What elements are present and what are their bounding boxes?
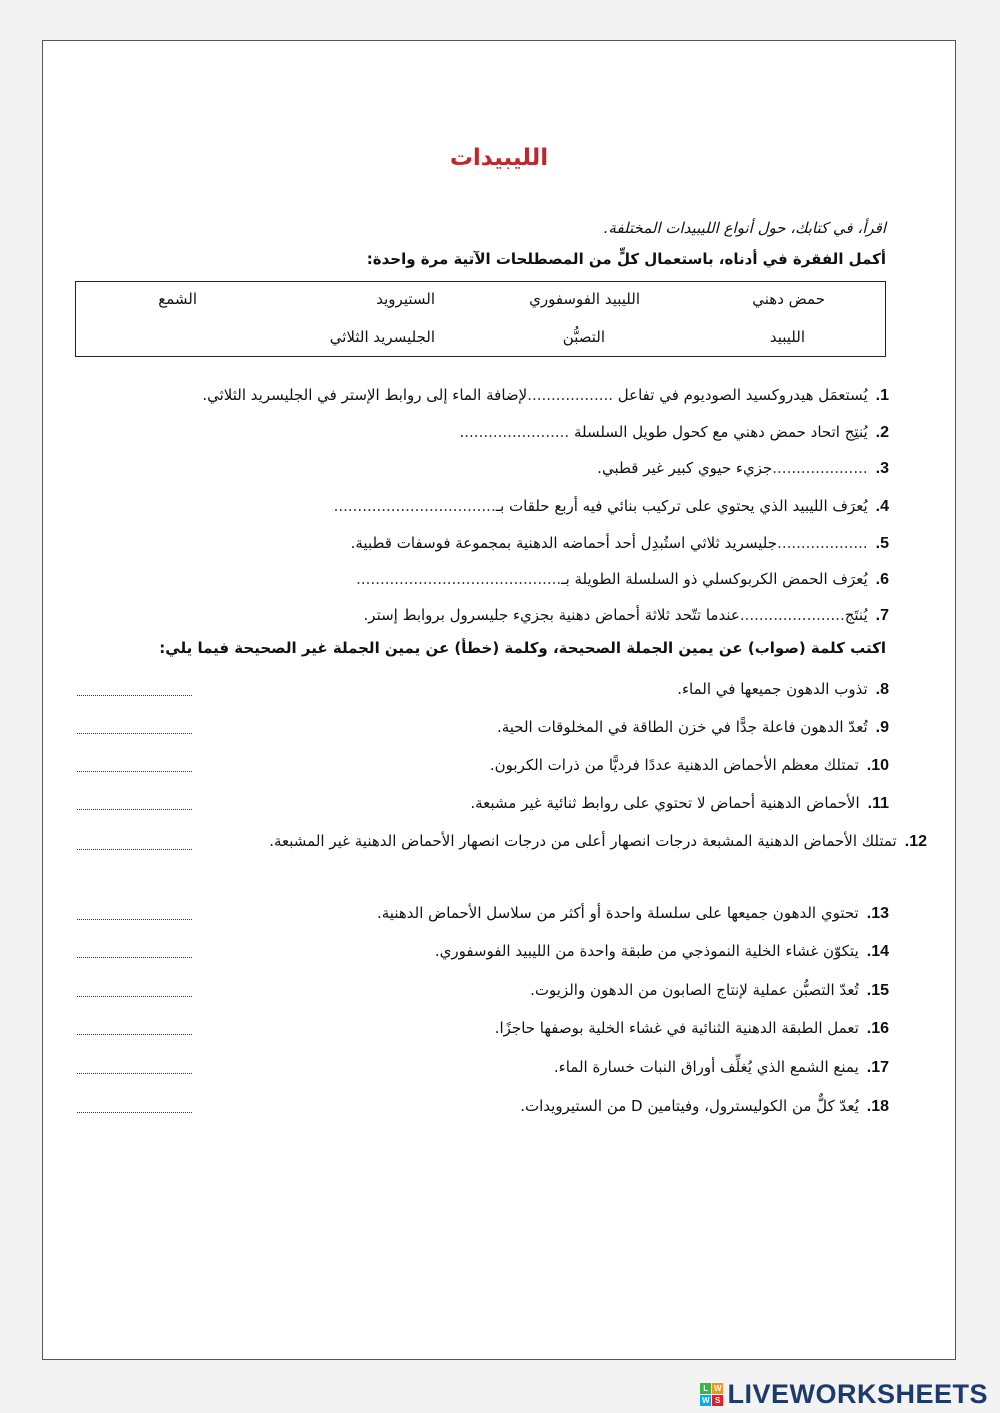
answer-blank[interactable]: ................... xyxy=(777,534,868,552)
term-phospholipid: الليبيد الفوسفوري xyxy=(529,290,640,308)
answer-blank[interactable] xyxy=(77,901,192,920)
terms-box xyxy=(75,281,886,357)
term-steroid: الستيرويد xyxy=(376,290,435,308)
answer-blank[interactable] xyxy=(77,939,192,958)
fill-item-5: 5....................جليسريد ثلاثي استُبدِل أحد أحماضه الدهنية بمجموعة فوسفات قطبية. xyxy=(350,534,889,552)
instruction-text: أكمل الفقرة في أدناه، باستعمال كلٍّ من المصطلحات الآتية مرة واحدة: xyxy=(366,250,886,268)
tf-item-16: 16.تعمل الطبقة الدهنية الثنائية في غشاء الخلية بوصفها حاجزًا. xyxy=(77,1016,889,1041)
term-fatty-acid: حمض دهني xyxy=(752,290,825,308)
answer-blank[interactable]: ...................... xyxy=(464,423,570,441)
fill-item-6: 6.يُعرَف الحمض الكربوكسلي ذو السلسلة الطويلة بـ........................................... xyxy=(356,570,889,588)
tf-item-15: 15.تُعدّ التصبُّن عملية لإنتاج الصابون من الدهون والزيوت. xyxy=(77,978,889,1003)
fill-item-1: 1.يُستعمَل هيدروكسيد الصوديوم في تفاعل ..................لإضافة الماء إلى روابط الإستر في الجليسريد الثلاثي. xyxy=(202,386,889,404)
true-false-heading: اكتب كلمة (صواب) عن يمين الجملة الصحيحة، وكلمة (خطأ) عن يمين الجملة غير الصحيحة فيما يلي: xyxy=(159,639,886,657)
answer-blank[interactable] xyxy=(77,791,192,810)
fill-item-2: 2.يُنتِج اتحاد حمض دهني مع كحول طويل السلسلة ....................... xyxy=(459,423,889,441)
term-lipid: الليبيد xyxy=(769,328,805,346)
answer-blank[interactable] xyxy=(77,978,192,997)
worksheet-page xyxy=(42,40,956,1360)
tf-item-18: 18.يُعدّ كلٌّ من الكوليسترول، وفيتامين D من الستيرويدات. xyxy=(77,1094,889,1119)
tf-item-12: 12.تمتلك الأحماض الدهنية المشبعة درجات انصهار أعلى من درجات انصهار الأحماض الدهنية غير المشبعة. xyxy=(77,829,927,854)
tf-item-9: 9.تُعدّ الدهون فاعلة جدًّا في خزن الطاقة في المخلوقات الحية. xyxy=(77,715,889,740)
answer-blank[interactable]: ........................................... xyxy=(356,570,562,588)
answer-blank[interactable] xyxy=(77,715,192,734)
tf-item-11: 11.الأحماض الدهنية أحماض لا تحتوي على روابط ثنائية غير مشبعة. xyxy=(77,791,889,816)
answer-blank[interactable]: .................. xyxy=(527,386,614,404)
tf-item-17: 17.يمنع الشمع الذي يُغلِّف أوراق النبات خسارة الماء. xyxy=(77,1055,889,1080)
answer-blank[interactable] xyxy=(77,1094,192,1113)
answer-blank[interactable]: ...................... xyxy=(739,606,845,624)
answer-blank[interactable] xyxy=(77,677,192,696)
tf-item-10: 10.تمتلك معظم الأحماض الدهنية عددًا فرديًّا من ذرات الكربون. xyxy=(77,753,889,778)
answer-blank[interactable] xyxy=(77,1016,192,1035)
liveworksheets-icon: L W W S xyxy=(701,1383,722,1405)
fill-item-4: 4.يُعرَف الليبيد الذي يحتوي على تركيب بنائي فيه أربع حلقات بـ.................................. xyxy=(333,497,889,515)
intro-text: اقرأ، في كتابك، حول أنواع الليبيدات المختلفة. xyxy=(603,219,886,237)
answer-blank[interactable] xyxy=(77,753,192,772)
tf-item-8: 8.تذوب الدهون جميعها في الماء. xyxy=(77,677,889,702)
fill-item-7: 7.يُنتَج......................عندما تتّحد ثلاثة أحماض دهنية بجزيء جليسرول بروابط إستر. xyxy=(363,606,889,624)
answer-blank[interactable] xyxy=(77,1055,192,1074)
page-title: الليبيدات xyxy=(449,145,549,171)
term-saponification: التصبُّن xyxy=(562,328,605,346)
fill-item-3: 3.....................جزيء حيوي كبير غير قطبي. xyxy=(597,459,889,477)
liveworksheets-logo[interactable] xyxy=(700,1380,988,1408)
tf-item-14: 14.يتكوّن غشاء الخلية النموذجي من طبقة واحدة من الليبيد الفوسفوري. xyxy=(77,939,889,964)
term-triglyceride: الجليسريد الثلاثي xyxy=(329,328,435,346)
brand-name: LIVEWORKSHEETS xyxy=(727,1378,988,1409)
answer-blank[interactable]: .................... xyxy=(772,459,868,477)
term-wax: الشمع xyxy=(158,290,197,308)
answer-blank[interactable]: .................................. xyxy=(333,497,496,515)
tf-item-13: 13.تحتوي الدهون جميعها على سلسلة واحدة أو أكثر من سلاسل الأحماض الدهنية. xyxy=(77,901,889,926)
answer-blank[interactable] xyxy=(77,831,192,850)
